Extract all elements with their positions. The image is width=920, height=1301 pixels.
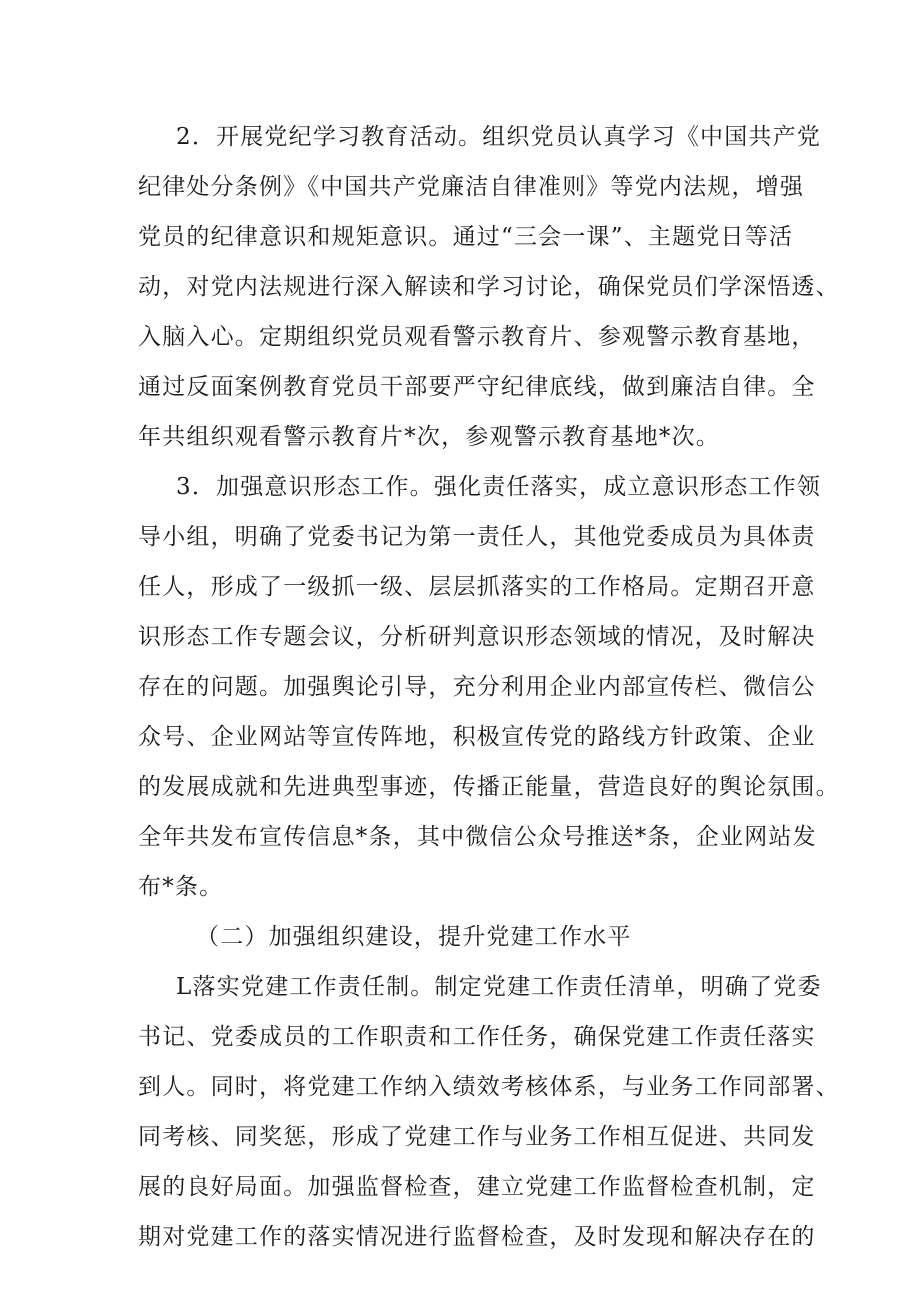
paragraph-3-line-8: 全年共发布宣传信息*条，其中微信公众号推送*条，企业网站发 xyxy=(138,824,817,850)
paragraph-3-line-2: 导小组，明确了党委书记为第一责任人，其他党委成员为具体责 xyxy=(138,524,816,550)
paragraph-2-line-4: 动，对党内法规进行深入解读和学习讨论，确保党员们学深悟透、 xyxy=(138,274,840,300)
paragraph-l-line-5: 展的良好局面。加强监督检查，建立党建工作监督检查机制，定 xyxy=(138,1174,816,1200)
paragraph-2-line-7: 年共组织观看警示教育片*次，参观警示教育基地*次。 xyxy=(138,424,720,450)
paragraph-3-line-3: 任人，形成了一级抓一级、层层抓落实的工作格局。定期召开意 xyxy=(138,574,816,600)
paragraph-2-line-2: 纪律处分条例》《中国共产党廉洁自律准则》等党内法规，增强 xyxy=(138,174,805,200)
paragraph-3-line-5: 存在的问题。加强舆论引导，充分利用企业内部宣传栏、微信公 xyxy=(138,674,816,700)
paragraph-2-line-6: 通过反面案例教育党员干部要严守纪律底线，做到廉洁自律。全 xyxy=(138,374,816,400)
paragraph-3-line-1: 3．加强意识形态工作。强化责任落实，成立意识形态工作领 xyxy=(176,474,822,500)
paragraph-3-line-9: 布*条。 xyxy=(138,874,224,900)
paragraph-l-line-3: 到人。同时，将党建工作纳入绩效考核体系，与业务工作同部署、 xyxy=(138,1074,840,1100)
paragraph-2-line-5: 入脑入心。定期组织党员观看警示教育片、参观警示教育基地， xyxy=(138,324,816,350)
paragraph-2-line-1: 2．开展党纪学习教育活动。组织党员认真学习《中国共产党 xyxy=(176,124,822,150)
paragraph-3-line-4: 识形态工作专题会议，分析研判意识形态领域的情况，及时解决 xyxy=(138,624,816,650)
paragraph-3-line-6: 众号、企业网站等宣传阵地，积极宣传党的路线方针政策、企业 xyxy=(138,724,816,750)
section-heading: （二）加强组织建设，提升党建工作水平 xyxy=(196,924,632,950)
paragraph-3-line-7: 的发展成就和先进典型事迹，传播正能量，营造良好的舆论氛围。 xyxy=(138,774,840,800)
paragraph-l-line-4: 同考核、同奖惩，形成了党建工作与业务工作相互促进、共同发 xyxy=(138,1124,816,1150)
paragraph-2-line-3: 党员的纪律意识和规矩意识。通过“三会一课”、主题党日等活 xyxy=(138,224,794,250)
paragraph-l-line-1: L落实党建工作责任制。制定党建工作责任清单，明确了党委 xyxy=(176,974,822,1000)
paragraph-l-line-2: 书记、党委成员的工作职责和工作任务，确保党建工作责任落实 xyxy=(138,1024,816,1050)
paragraph-l-line-6: 期对党建工作的落实情况进行监督检查，及时发现和解决存在的 xyxy=(138,1224,816,1250)
